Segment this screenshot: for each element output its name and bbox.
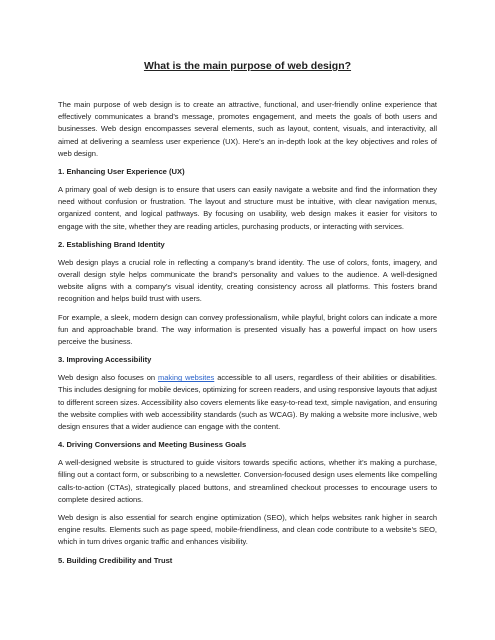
section-heading-accessibility: 3. Improving Accessibility — [58, 355, 152, 365]
accessibility-text-after: accessible to all users, regardless of their abilities or disabilities. This includes designing for mobile devices, optimizing for screen readers, and using responsive layouts that adjust to different screen sizes. Accessibility also covers elements like easy-to-read text, simple navigation, and ensuring the website complies with web accessibility standards (such as WCAG). By making a website more inclusive, web design ensures that a wider audience can engage with the content. — [58, 373, 437, 432]
section-conversions-paragraph-1: A well-designed website is structured to guide visitors towards specific actions, whether it’s making a purchase, filling out a contact form, or subscribing to a newsletter. Conversion-focused design uses elements like compelling calls-to-action (CTAs), strategically placed buttons, and streamlined checkout processes to encourage users to complete desired actions. — [58, 458, 437, 504]
making-websites-link[interactable]: making websites — [157, 373, 215, 383]
section-heading-conversions: 4. Driving Conversions and Meeting Business Goals — [58, 440, 247, 450]
section-brand-paragraph-2: For example, a sleek, modern design can convey professionalism, while playful, bright colors can indicate a more fun and approachable brand. The way information is presented visually has a powerful impact on how users perceive the business. — [58, 312, 437, 347]
intro-paragraph: The main purpose of web design is to create an attractive, functional, and user-friendly online experience that effectively communicates a brand’s message, promotes engagement, and meets the goals of both users and businesses. Web design encompasses several elements, such as layout, content, visuals, and interactivity, all aimed at delivering a seamless user experience (UX). Here’s an in-depth look at the key objectives and roles of web design. — [58, 100, 437, 158]
section-heading-brand: 2. Establishing Brand Identity — [58, 239, 165, 249]
page-title: What is the main purpose of web design? — [143, 60, 352, 72]
section-heading-ux: 1. Enhancing User Experience (UX) — [58, 167, 185, 177]
section-brand-paragraph-1: Web design plays a crucial role in reflecting a company’s brand identity. The use of colors, fonts, imagery, and overall design style helps communicate the brand’s personality and values to the audience. A well-designed website aligns with a company’s visual identity, creating consistency across all platforms. This fosters brand recognition and helps build trust with users. — [58, 257, 437, 304]
section-accessibility-paragraph — [58, 372, 437, 433]
section-conversions-paragraph-2: Web design is also essential for search engine optimization (SEO), which helps websites rank higher in search engine results. Elements such as page speed, mobile-friendliness, and clean code contribute to a website’s SEO, which in turn drives organic traffic and enhances visibility. — [58, 513, 437, 547]
section-ux-paragraph: A primary goal of web design is to ensure that users can easily navigate a website and find the information they need without confusion or frustration. The layout and structure must be intuitive, with clear navigation menus, organized content, and logical pathways. By focusing on usability, web design makes it easier for visitors to engage with the site, whether they are reading articles, purchasing products, or interacting with services. — [58, 185, 437, 231]
section-heading-credibility: 5. Building Credibility and Trust — [58, 555, 173, 565]
accessibility-text-before: Web design also focuses on — [58, 373, 158, 383]
